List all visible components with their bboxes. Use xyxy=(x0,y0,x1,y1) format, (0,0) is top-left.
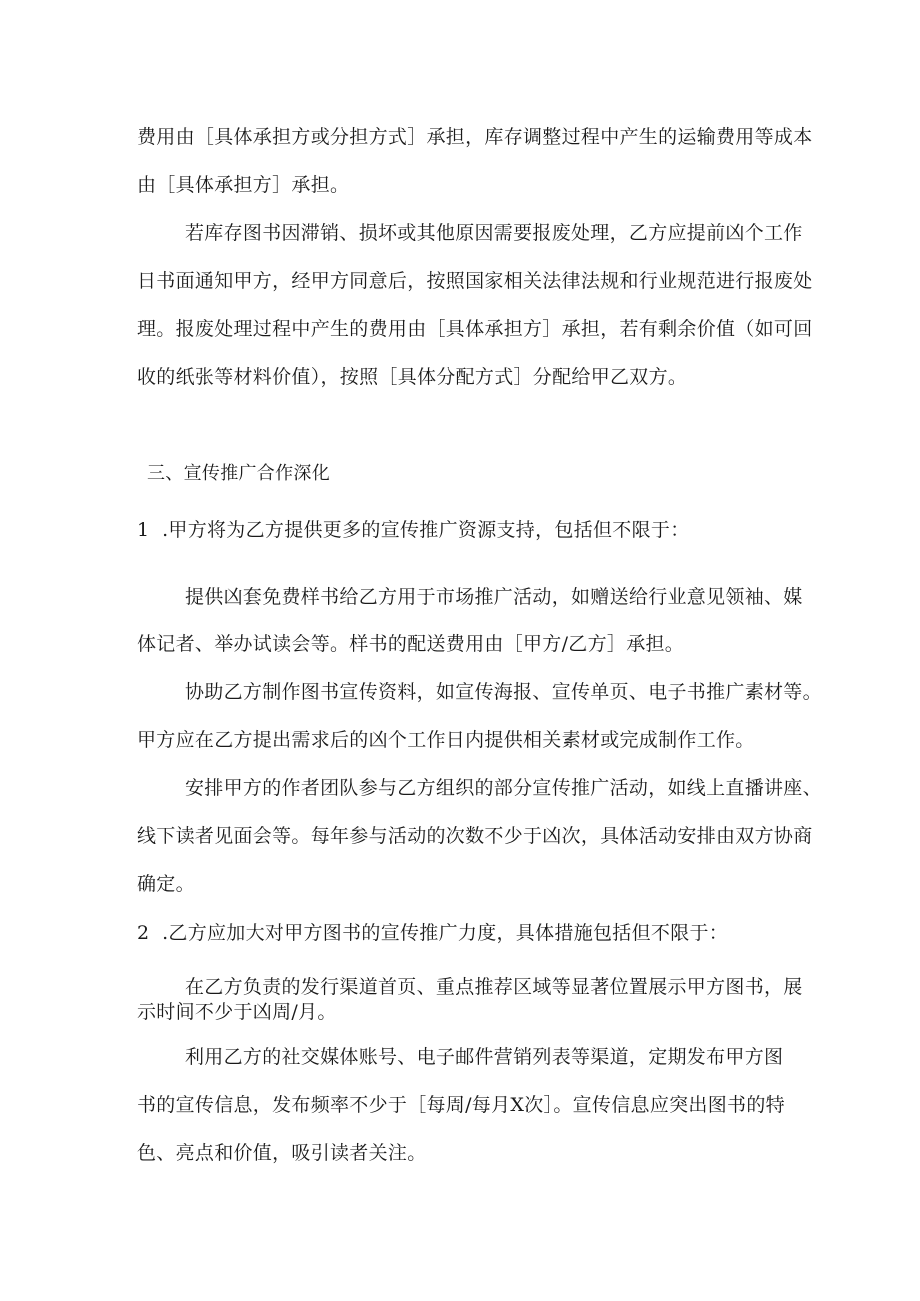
display-line-2: 示时间不少于凶周/月。 xyxy=(137,1001,337,1023)
display-line-1: 在乙方负责的发行渠道首页、重点推荐区域等显著位置展示甲方图书，展 xyxy=(185,976,803,998)
scrap-paragraph-line-4: 收的纸张等材料价值），按照［具体分配方式］分配给甲乙双方。 xyxy=(137,366,688,388)
scrap-paragraph-line-3: 理。报废处理过程中产生的费用由［具体承担方］承担，若有剩余价值（如可回 xyxy=(137,318,813,340)
author-team-line-3: 确定。 xyxy=(137,873,195,895)
materials-line-1: 协助乙方制作图书宣传资料，如宣传海报、宣传单页、电子书推广素材等。 xyxy=(185,681,822,703)
social-media-line-2: 书的宣传信息，发布频率不少于［每周/每月X次］。宣传信息应突出图书的特 xyxy=(137,1094,785,1116)
scrap-paragraph-line-2: 日书面通知甲方，经甲方同意后，按照国家相关法律法规和行业规范进行报废处 xyxy=(137,270,813,292)
sample-books-line-1: 提供凶套免费样书给乙方用于市场推广活动，如赠送给行业意见领袖、媒 xyxy=(185,586,803,608)
materials-line-2: 甲方应在乙方提出需求后的凶个工作日内提供相关素材或完成制作工作。 xyxy=(137,729,755,751)
item-1-title: 1 .甲方将为乙方提供更多的宣传推广资源支持，包括但不限于： xyxy=(137,519,690,541)
social-media-line-1: 利用乙方的社交媒体账号、电子邮件营销列表等渠道，定期发布甲方图 xyxy=(185,1046,784,1068)
author-team-line-2: 线下读者见面会等。每年参与活动的次数不少于凶次，具体活动安排由双方协商 xyxy=(137,825,813,847)
continuation-line-2: 由［具体承担方］承担。 xyxy=(137,174,350,196)
continuation-line-1: 费用由［具体承担方或分担方式］承担，库存调整过程中产生的运输费用等成本 xyxy=(137,126,813,148)
section-3-heading: 三、宣传推广合作深化 xyxy=(147,463,330,484)
author-team-line-1: 安排甲方的作者团队参与乙方组织的部分宣传推广活动，如线上直播讲座、 xyxy=(185,777,822,799)
social-media-line-3: 色、亮点和价值，吸引读者关注。 xyxy=(137,1142,427,1164)
item-2-title: 2 .乙方应加大对甲方图书的宣传推广力度，具体措施包括但不限于： xyxy=(137,922,729,944)
sample-books-line-2: 体记者、举办试读会等。样书的配送费用由［甲方/乙方］承担。 xyxy=(137,633,685,655)
scrap-paragraph-line-1: 若库存图书因滞销、损坏或其他原因需要报废处理，乙方应提前凶个工作 xyxy=(185,222,803,244)
